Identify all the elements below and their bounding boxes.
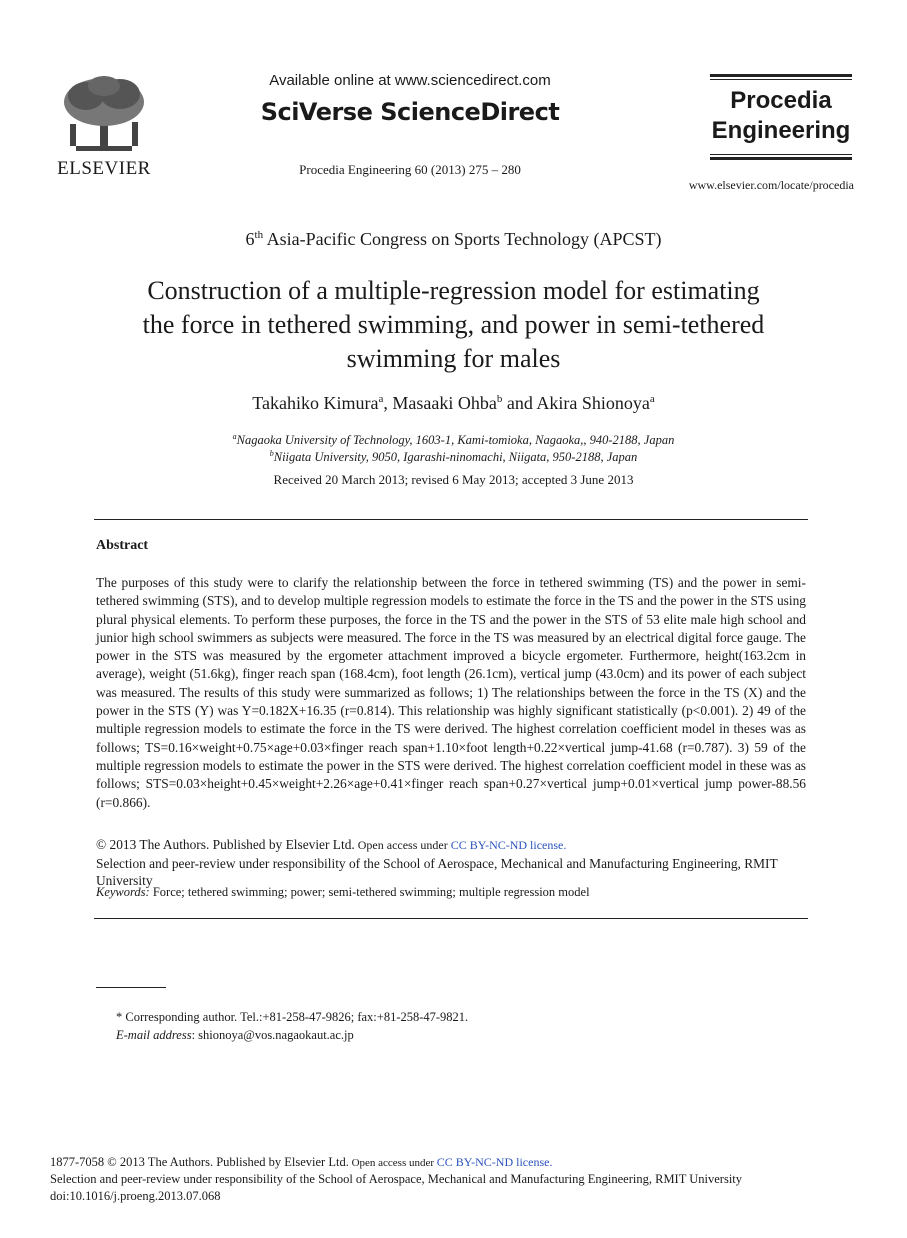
sciverse-sciencedirect[interactable]: SciVerse ScienceDirect — [260, 98, 560, 126]
page-footer: 1877-7058 © 2013 The Authors. Published by Elsevier Ltd. Open access under CC BY-NC-ND license. Selection and peer-review under responsibility of the School of Aerospace, Mechanical and Manufacturing Engineering, RMIT University doi:10.1016/j.proeng.2013.07.068 — [50, 1154, 870, 1204]
elsevier-logo — [56, 74, 152, 178]
footnote-rule — [96, 987, 166, 988]
abstract-heading: Abstract — [96, 538, 149, 553]
license-link[interactable]: CC BY-NC-ND license. — [450, 838, 567, 852]
journal-title-line2: Engineering — [711, 117, 851, 144]
peer-review: Selection and peer-review under responsibility of the School of Aerospace, Mechanical and Manufacturing Engineering, RMIT University — [96, 855, 778, 888]
affiliation-b: $^b$Niigata University, 9050, Igarashi-ninomachi, Niigata, 950-2188, Japan — [269, 449, 638, 465]
affiliation-a: $^a$Nagaoka University of Technology, 1603-1, Kami-tomioka, Nagaoka,, 940-2188, Japan — [232, 432, 675, 448]
elsevier-tree-icon — [56, 74, 152, 156]
author-list: Takahiko Kimura$^a$, Masaaki Ohba$^b$ and Akira Shionoya$^a$ — [252, 393, 655, 413]
license-block: © 2013 The Authors. Published by Elsevier Ltd. Open access under CC BY-NC-ND license. Selection and peer-review under responsibility of the School of Aerospace, Mechanical and Manufacturing Engineering, RMIT University — [96, 836, 826, 890]
divider — [94, 519, 808, 520]
divider — [94, 918, 808, 919]
congress-name: 6th Asia-Pacific Congress on Sports Technology (APCST) — [245, 229, 662, 249]
doi[interactable]: doi:10.1016/j.proeng.2013.07.068 — [50, 1188, 221, 1203]
elsevier-logo-text: ELSEVIER — [57, 158, 151, 179]
author-name: Masaaki Ohba — [392, 393, 497, 413]
author-name: Takahiko Kimura — [252, 393, 379, 413]
received-dates: Received 20 March 2013; revised 6 May 2013; accepted 3 June 2013 — [273, 472, 634, 487]
paper-title: Construction of a multiple-regression model for estimating the force in tethered swimming, and power in semi-tethered swimming for males — [142, 276, 765, 373]
corresponding-author: * Corresponding author. Tel.:+81-258-47-9826; fax:+81-258-47-9821. — [116, 1010, 469, 1024]
keywords: Keywords: Force; tethered swimming; power; semi-tethered swimming; multiple regression model — [96, 885, 590, 899]
abstract-body: The purposes of this study were to clarify the relationship between the force in tethered swimming (TS) and the power in semi-tethered swimming (STS), and to develop multiple regression models to estimate the force in the TS and the power in the STS using plural physical elements. To perform these purposes, the force in the TS and the power in the STS of 53 elite male high school and junior high school swimmers as subjects were measured. The force in the TS was measured by an electrical digital force gauge. The power in the STS was measured by the ergometer attachment improved a bicycle ergometer. Furthermore, height(163.2cm in average), weight (51.6kg), finger reach span (168.4cm), foot length (26.1cm), vertical jump (43.0cm) and its power of each subject was measured. The results of this study were summarized as follows; 1) The relationships between the force in the TS (X) and the power in the STS (Y) was Y=0.182X+16.35 (r=0.814). This relationship was highly significant statistically (p<0.001). 2) 49 of the multiple regression models to estimate the force in the TS were derived. The highest correlation coefficient model in theses was as follows; TS=0.16×weight+0.75×age+0.03×finger reach span+1.10×foot length+0.22×vertical jump-41.68 (r=0.787). 3) 59 of the multiple regression models to estimate the power in the STS were derived. The highest correlation coefficient model in these was as follows; STS=0.03×height+0.45×weight+2.26×age+0.41×finger reach span+0.27×vertical jump+0.01×vertical jump power-88.56 (r=0.866). — [96, 575, 806, 810]
available-online[interactable]: Available online at www.sciencedirect.com — [269, 72, 551, 89]
footer-license-link[interactable]: CC BY-NC-ND license. — [436, 1155, 553, 1169]
journal-title-box — [710, 74, 852, 160]
email-address: E-mail address: shionoya@vos.nagaokaut.ac.jp — [116, 1028, 354, 1042]
copyright: © 2013 The Authors. Published by Elsevier Ltd. — [96, 837, 355, 852]
author-name: Akira Shionoya — [536, 393, 650, 413]
journal-url[interactable]: www.elsevier.com/locate/procedia — [688, 178, 854, 192]
journal-citation: Procedia Engineering 60 (2013) 275 – 280 — [299, 162, 521, 177]
journal-title-line1: Procedia — [730, 87, 832, 114]
